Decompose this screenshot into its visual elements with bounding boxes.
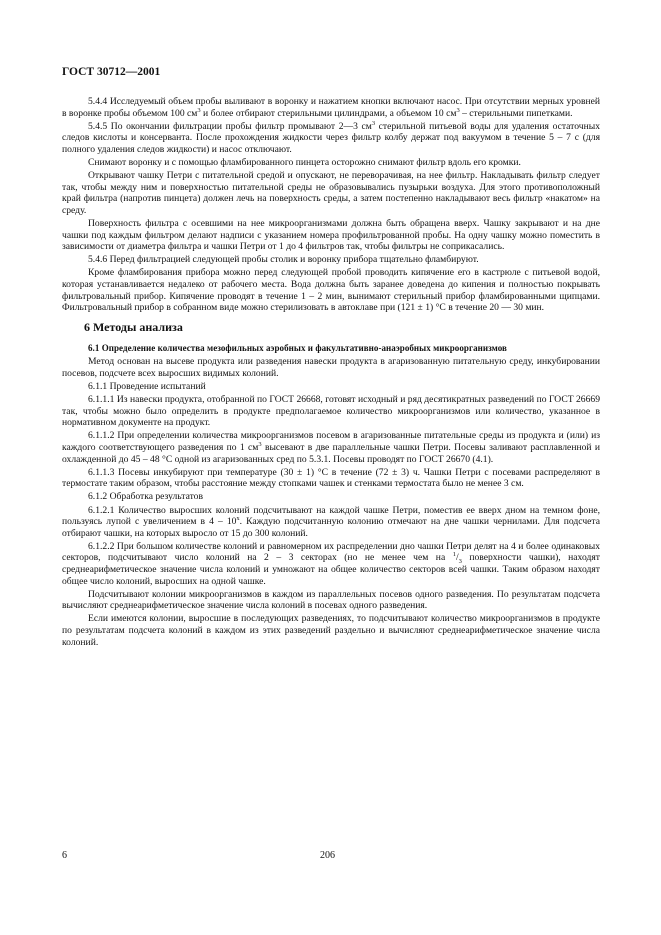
paragraph-6-1-1-2: 6.1.1.2 При определении количества микроорганизмов посевом в агаризованные питательные среды из продукта и (или) из каждого соответствующего разведения по 1 $см^3$ высевают в две параллельные чашки Петри. Посевы заливают расплавленной и охлажденной до 45 – 48 °С одной из агаризованных сред по 5.3.1. Посевы проводят по ГОСТ 26670 (4.1). [62, 430, 600, 465]
paragraph-6-1-2-1: 6.1.2.1 Количество выросших колоний подсчитывают на каждой чашке Петри, поместив ее вверх дном на темном фоне, пользуясь лупой с увеличением в $4 - 10^х$. Каждую подсчитанную колонию отмечают на дне чашки чернилами. Для подсчета отбирают чашки, на которых выросло от 15 до 300 колоний. [62, 504, 600, 539]
fraction-one-third: $^1/_3$ [452, 551, 462, 566]
document-header: ГОСТ 30712—2001 [62, 66, 161, 78]
subsection-heading-6-1: 6.1 Определение количества мезофильных аэробных и факультативно-анаэробных микроорганизмов [88, 343, 507, 354]
document-body [62, 96, 600, 648]
page-number-local: 6 [62, 850, 67, 861]
paragraph-6-1-1-1: 6.1.1.1 Из навески продукта, отобранной по ГОСТ 26668, готовят исходный и ряд десятикратных разведений по ГОСТ 26669 так, чтобы можно было определить в продукте предполагаемое количество микроорганизмов или количество, указанное в нормативном документе на продукт. [62, 394, 600, 429]
paragraph-6-1-2: 6.1.2 Обработка результатов [88, 491, 204, 503]
paragraph-6-1-1: 6.1.1 Проведение испытаний [88, 381, 206, 393]
paragraph-method: Метод основан на высеве продукта или разведения навески продукта в агаризованную питательную среду, инкубировании посевов, подсчете всех выросших видимых колоний. [62, 356, 600, 379]
section-heading-6: 6 Методы анализа [84, 319, 183, 334]
paragraph-6-1-1-3: 6.1.1.3 Посевы инкубируют при температуре (30 ± 1) °С в течение (72 ± 3) ч. Чашки Петри с посевами распределяют в термостате таким образом, чтобы расстояние между стопками чашек и стенками термостата было не менее 3 см. [62, 466, 600, 490]
paragraph-5-4-5: 5.4.5 По окончании фильтрации пробы фильтр промывают 2—3 $см^3$ стерильной питьевой воды для удаления остаточных следов кислоты и консерванта. После прохождения жидкости через фильтр колбу держат под вакуумом в течение 5 – 7 с (для полного удаления следов жидкости) и насос отключают. [62, 119, 600, 155]
paragraph-boiling: Кроме фламбирования прибора можно перед следующей пробой проводить кипячение его в кастрюле с питьевой водой, которая устанавливается недалеко от рабочего места. Вода должна быть заранее доведена до кипения и полностью покрывать фильтровальный прибор. Кипячение проводят в течение 1 – 2 мин, вынимают стерильный прибор фламбированными щипцами. Фильтровальный прибор в собранном виде можно стерилизовать в автоклаве при (121 ± 1) °С в течение 20 — 30 мин. [62, 267, 600, 314]
paragraph-remove-funnel: Снимают воронку и с помощью фламбированного пинцета осторожно снимают фильтр вдоль его кромки. [88, 156, 521, 168]
paragraph-parallel-count: Подсчитывают колонии микроорганизмов в каждом из параллельных посевов одного разведения. По результатам подсчета вычисляют среднеарифметическое значение числа колоний в посевах одного разведения. [62, 588, 600, 612]
paragraph-filter-surface: Поверхность фильтра с осевшими на нее микроорганизмами должна быть обращена вверх. Чашку закрывают и на дне чашки под каждым фильтром делают надписи с указанием номера профильтрованной пробы. На одну чашку можно поместить в зависимости от диаметра фильтра и чашки Петри от 1 до 4 фильтров так, чтобы фильтры не соприкасались. [62, 217, 600, 253]
paragraph-5-4-6: 5.4.6 Перед фильтрацией следующей пробы столик и воронку прибора тщательно фламбируют. [88, 254, 479, 266]
paragraph-open-petri: Открывают чашку Петри с питательной средой и опускают, не переворачивая, на нее фильтр. Накладывать фильтр следует так, чтобы между ним и поверхностью питательной среды не образовывались пузырьки воздуха. Для этого противоположный край фильтра (напротив пинцета) должен лечь на поверхность среды, а затем постепенно накладывают весь фильтр «накатом» на среду. [62, 170, 600, 216]
paragraph-5-4-4: 5.4.4 Исследуемый объем пробы выливают в воронку и нажатием кнопки включают насос. При отсутствии мерных уровней в воронке пробы объемом 100 $см^3$ и более отбирают стерильными цилиндрами, а объемом 10 $см^3$ – стерильными пипетками. [62, 96, 600, 119]
paragraph-next-dilutions: Если имеются колонии, выросшие в последующих разведениях, то подсчитывают количество микроорганизмов в продукте по результатам подсчета колоний в каждом из этих разведений раздельно и вычисляют среднеарифметическое значение числа колоний. [62, 613, 600, 648]
page-number-global: 206 [320, 850, 335, 861]
paragraph-6-1-2-2: 6.1.2.2 При большом количестве колоний и равномерном их распределении дно чашки Петри делят на 4 и более одинаковых секторов, подсчитывают число колоний на 2 – 3 секторах (но не менее чем на $^1/_3$ поверхности чашки), находят среднеарифметическое значение числа колоний и умножают на общее количество секторов всей чашки. Таким образом находят общее число колоний, выросших на одной чашке. [62, 540, 600, 587]
